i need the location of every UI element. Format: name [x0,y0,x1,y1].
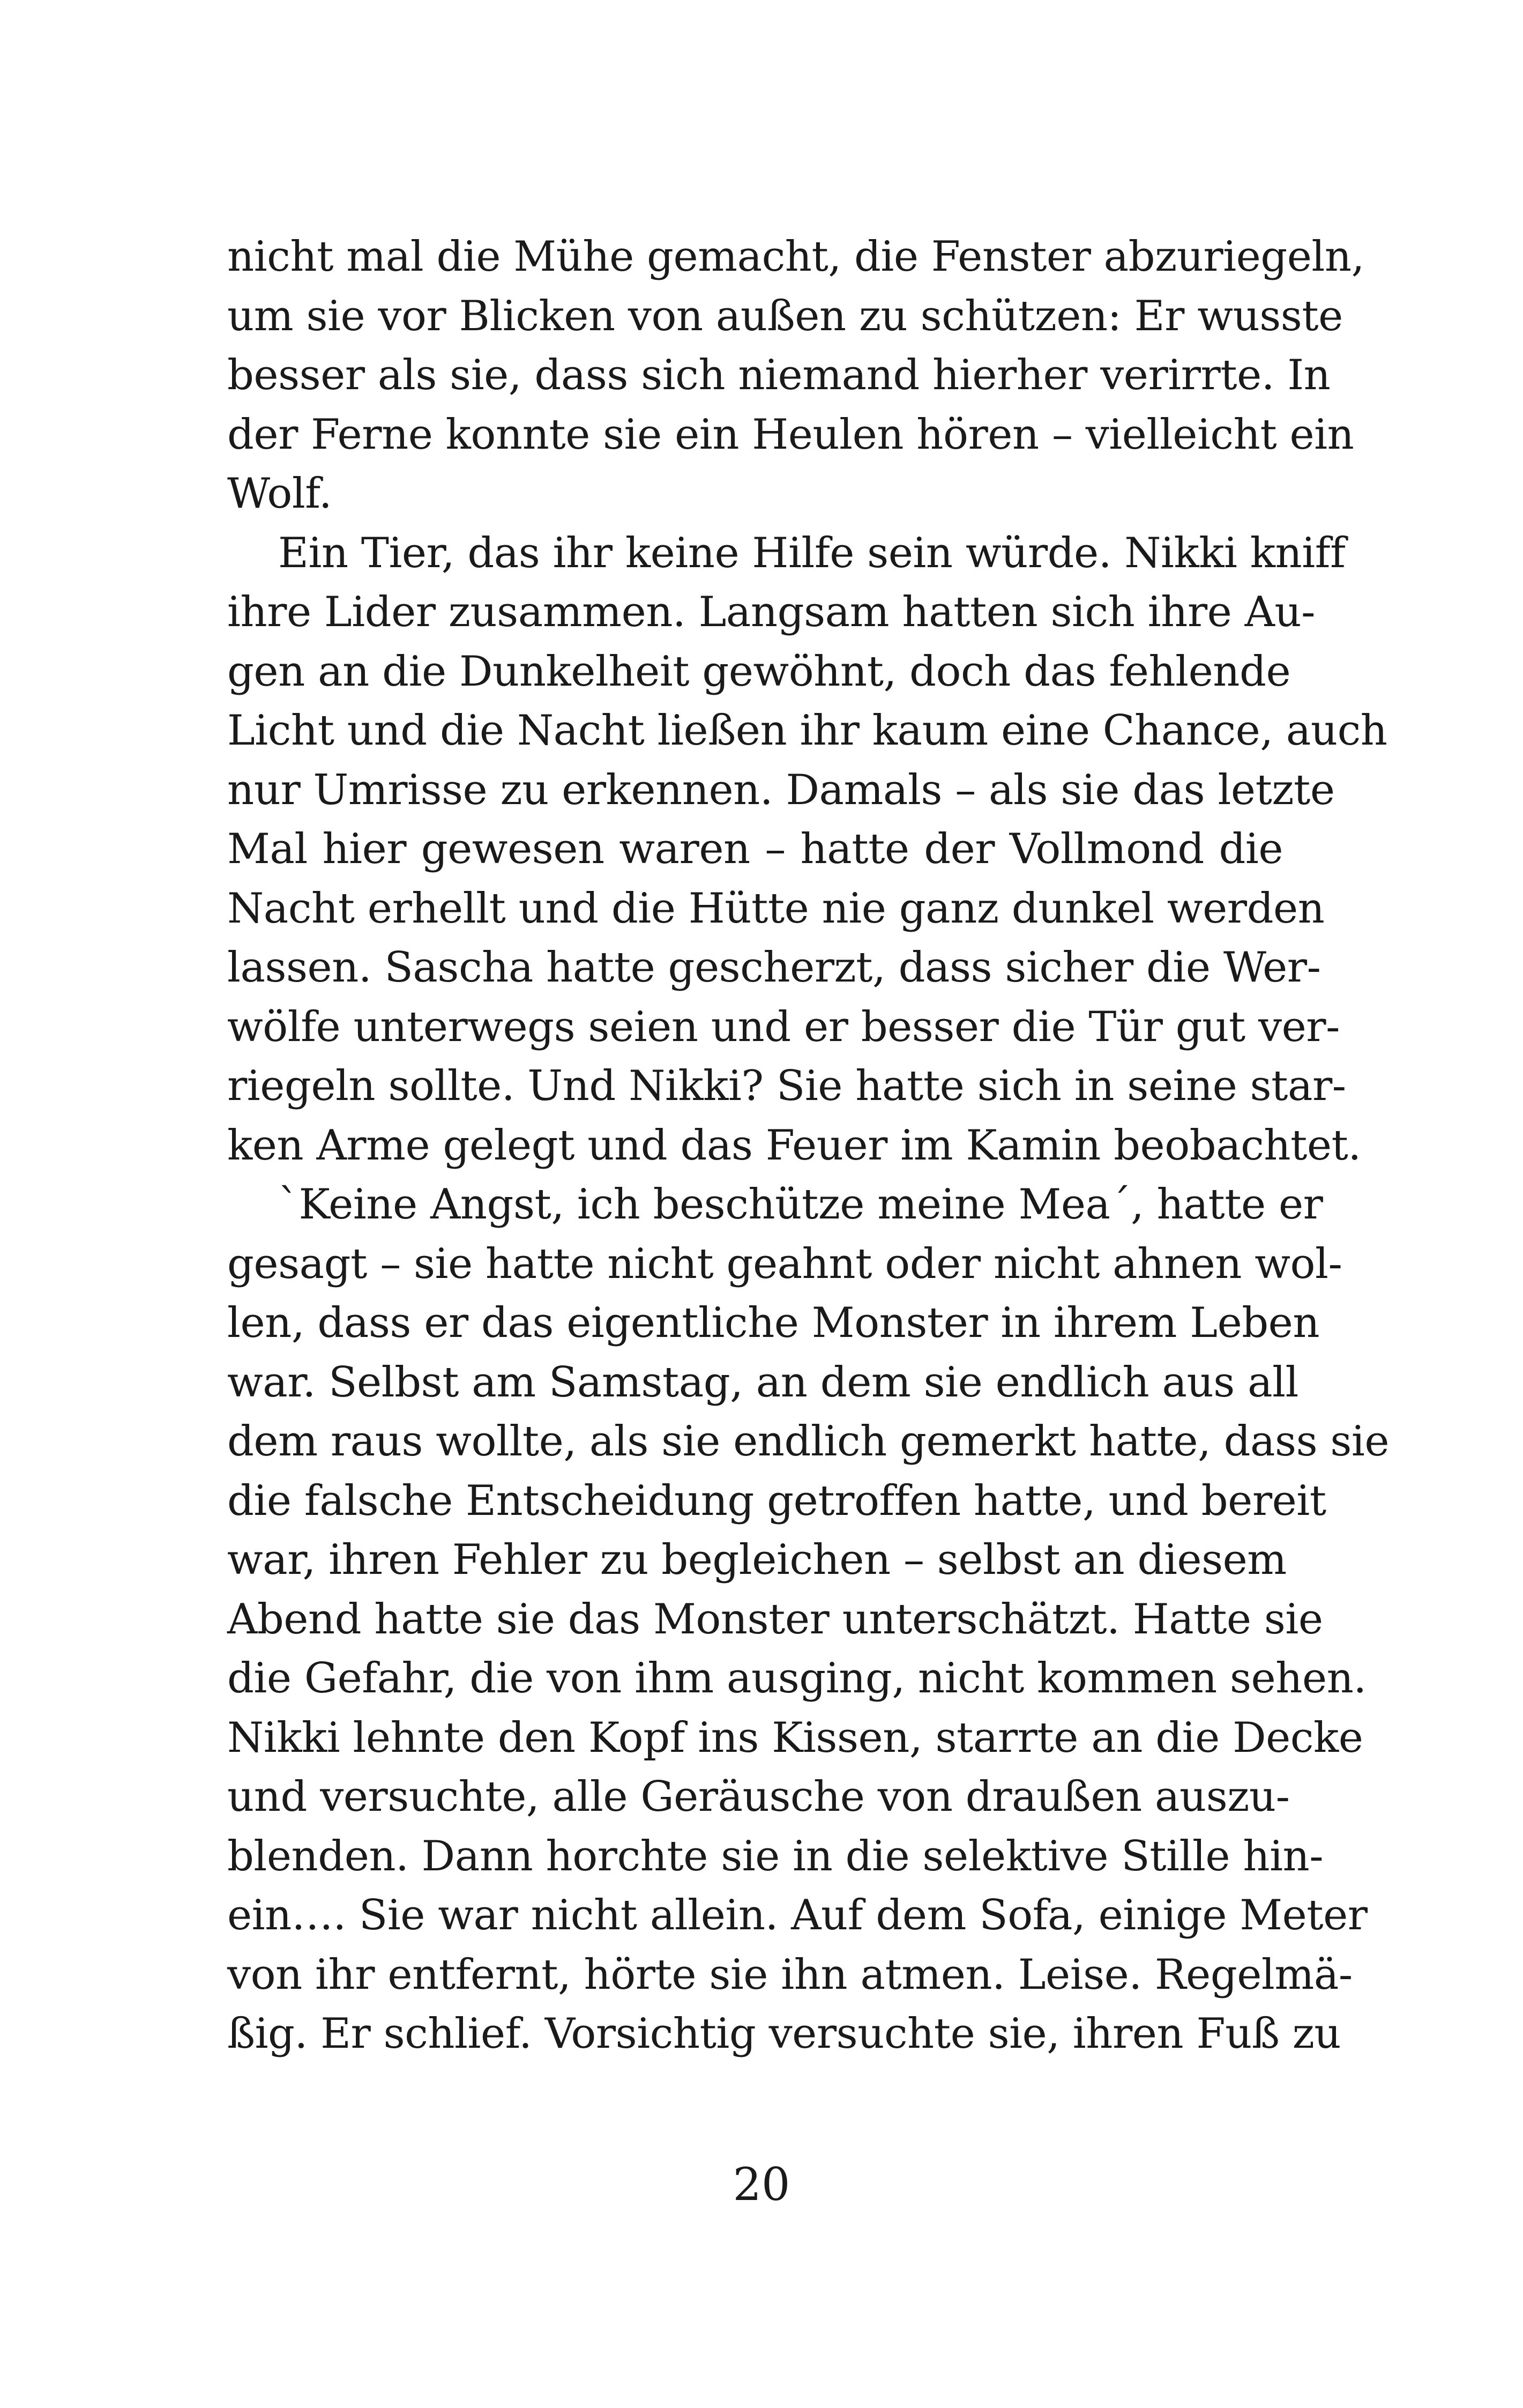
paragraph [227,227,1364,524]
text-line: Ein Tier, das ihr keine Hilfe sein würde. Nikki kniff [278,529,1346,577]
body-text [227,227,1390,2064]
paragraph [227,524,1387,1176]
text-line: riegeln sollte. Und Nikki? Sie hatte sich in seine star- [227,1062,1346,1110]
text-line: der Ferne konnte sie ein Heulen hören – vielleicht ein [227,410,1354,459]
text-line: war. Selbst am Samstag, an dem sie endlich aus all [227,1358,1298,1407]
text-line: len, dass er das eigentliche Monster in ihrem Leben [227,1299,1320,1347]
text-line: Nikki lehnte den Kopf ins Kissen, starrte an die Decke [227,1713,1363,1762]
text-line: Wolf. [227,470,332,518]
paragraph [227,1175,1390,2064]
text-line: gesagt – sie hatte nicht geahnt oder nicht ahnen wol- [227,1239,1342,1288]
text-line: Abend hatte sie das Monster unterschätzt. Hatte sie [227,1595,1323,1644]
text-line: nur Umrisse zu erkennen. Damals – als sie das letzte [227,765,1335,814]
text-line: war, ihren Fehler zu begleichen – selbst an diesem [227,1536,1287,1584]
text-line: dem raus wollte, als sie endlich gemerkt hatte, dass sie [227,1417,1390,1466]
text-line: nicht mal die Mühe gemacht, die Fenster abzuriegeln, [227,233,1364,281]
text-line: die Gefahr, die von ihm ausging, nicht kommen sehen. [227,1654,1367,1703]
text-line: `Keine Angst, ich beschütze meine Mea´, hatte er [278,1180,1323,1229]
text-line: Mal hier gewesen waren – hatte der Vollmond die [227,825,1283,873]
text-line: die falsche Entscheidung getroffen hatte, und bereit [227,1476,1326,1525]
text-line: ken Arme gelegt und das Feuer im Kamin beobachtet. [227,1121,1361,1170]
text-line: wölfe unterwegs seien und er besser die Tür gut ver- [227,1002,1340,1051]
text-line: gen an die Dunkelheit gewöhnt, doch das fehlende [227,647,1291,696]
page-number: 20 [733,2158,790,2211]
text-line: und versuchte, alle Geräusche von draußen auszu- [227,1773,1290,1821]
text-line: um sie vor Blicken von außen zu schützen: Er wusste [227,292,1343,340]
text-line: ihre Lider zusammen. Langsam hatten sich ihre Au- [227,588,1316,636]
text-line: besser als sie, dass sich niemand hierher verirrte. In [227,351,1331,399]
text-line: ßig. Er schlief. Vorsichtig versuchte sie, ihren Fuß zu [227,2010,1341,2058]
text-line: Nacht erhellt und die Hütte nie ganz dunkel werden [227,884,1325,933]
text-line: von ihr entfernt, hörte sie ihn atmen. Leise. Regelmä- [227,1950,1353,1999]
text-line: ein…. Sie war nicht allein. Auf dem Sofa, einige Meter [227,1891,1368,1939]
text-line: Licht und die Nacht ließen ihr kaum eine Chance, auch [227,707,1387,755]
text-line: lassen. Sascha hatte gescherzt, dass sicher die Wer- [227,943,1321,992]
text-line: blenden. Dann horchte sie in die selektive Stille hin- [227,1832,1324,1881]
